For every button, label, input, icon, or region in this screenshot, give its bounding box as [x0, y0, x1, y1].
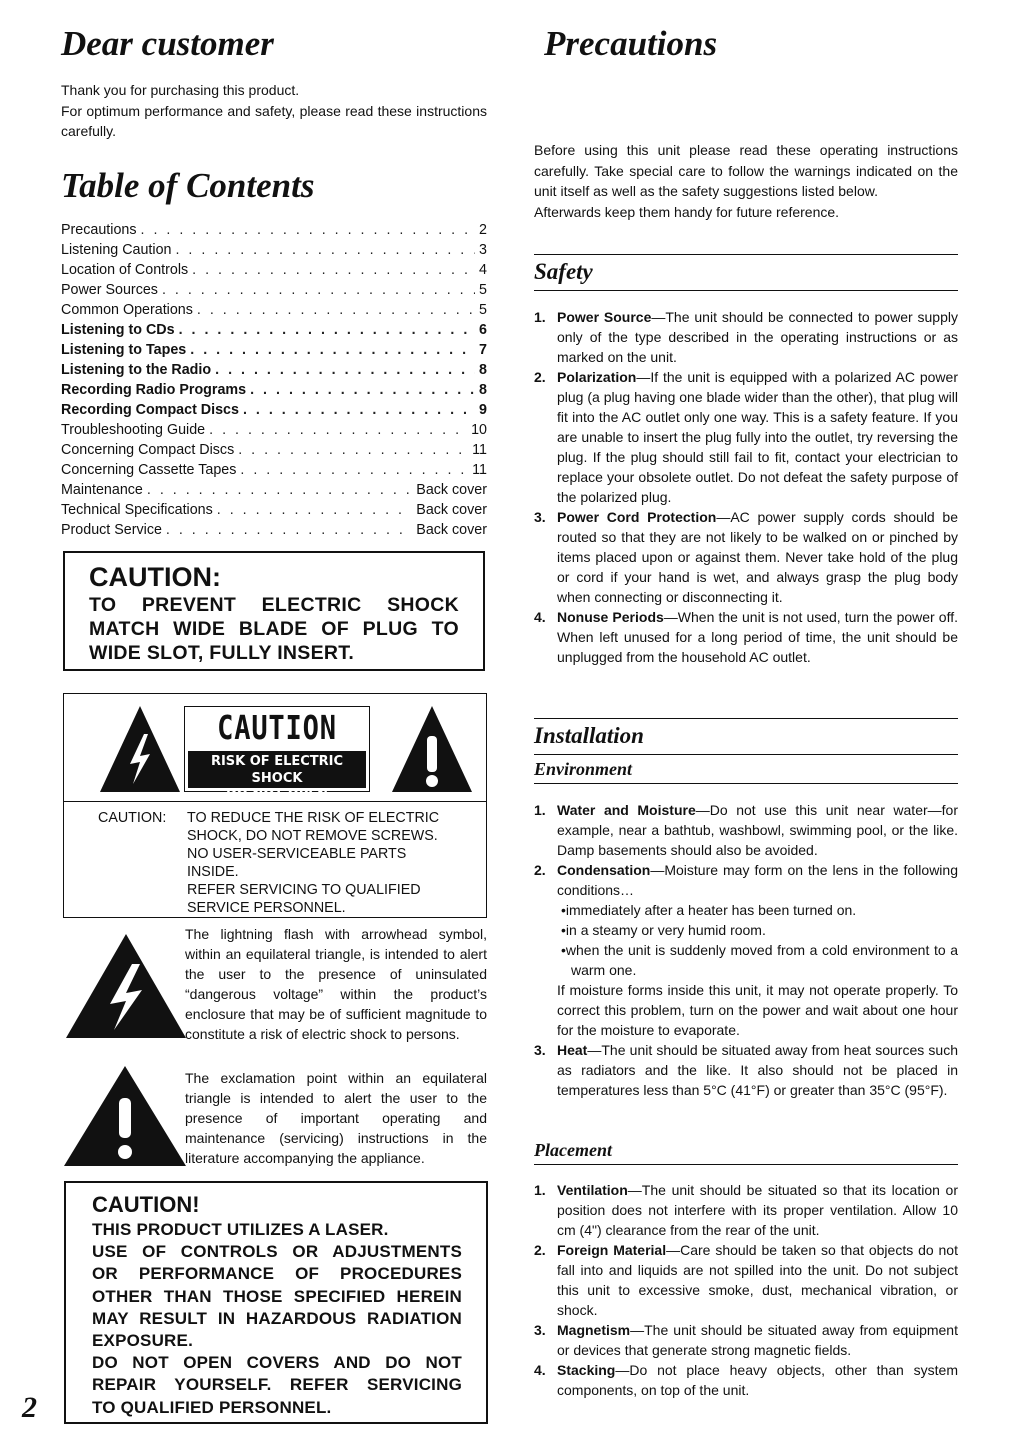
- installation-section: [534, 718, 958, 1100]
- toc-entry-page: 9: [479, 401, 487, 418]
- caution-label-band-text: [188, 751, 366, 803]
- toc-leader: [166, 520, 412, 540]
- table-of-contents: [61, 220, 487, 540]
- lightning-warning-icon: [100, 706, 180, 792]
- caution-laser-line: MAY RESULT IN HAZARDOUS RADIATION: [92, 1308, 462, 1328]
- dear-customer-title: Dear customer: [61, 24, 274, 63]
- toc-entry: [61, 480, 487, 500]
- list-item: 4. Stacking—Do not place heavy objects, other than system components, on top of the unit.: [534, 1362, 958, 1398]
- toc-entry-title: Concerning Cassette Tapes: [61, 461, 237, 478]
- caution-laser-line: REPAIR YOURSELF. REFER SERVICING: [92, 1375, 462, 1395]
- toc-leader: [217, 500, 412, 520]
- toc-leader: [209, 420, 467, 440]
- toc-leader: [243, 400, 475, 420]
- caution-laser-line: THIS PRODUCT UTILIZES A LASER.: [92, 1220, 389, 1239]
- toc-entry: [61, 300, 487, 320]
- toc-leader: [197, 300, 475, 320]
- caution-label-box: [63, 693, 487, 918]
- toc-leader: [192, 260, 475, 280]
- toc-entry: [61, 420, 487, 440]
- toc-leader: [141, 220, 476, 240]
- caution-label: [184, 706, 370, 803]
- read-instructions-line: For optimum performance and safety, please read these instructions carefully.: [61, 102, 487, 139]
- condition-bullet: •in a steamy or very humid room.: [561, 922, 766, 938]
- safety-list: [534, 307, 958, 667]
- toc-entry-page: Back cover: [416, 481, 487, 498]
- toc-entry-title: Recording Compact Discs: [61, 401, 239, 418]
- toc-leader: [240, 460, 468, 480]
- toc-entry: [61, 240, 487, 260]
- toc-entry: [61, 220, 487, 240]
- toc-entry-page: 7: [479, 341, 487, 358]
- toc-entry-title: Technical Specifications: [61, 501, 213, 518]
- list-item: 2. Foreign Material—Care should be taken so that objects do not fall into and liquids are not spilled into the unit. Do not subject this unit to excessive smoke, dust, mechanical vibration, or shock.: [534, 1242, 958, 1318]
- caution-laser-line: OR PERFORMANCE OF PROCEDURES: [92, 1264, 462, 1284]
- toc-entry: [61, 460, 487, 480]
- condition-bullet: •immediately after a heater has been turned on.: [561, 902, 857, 918]
- toc-entry: [61, 500, 487, 520]
- toc-entry: [61, 400, 487, 420]
- toc-entry: [61, 360, 487, 380]
- toc-entry-page: Back cover: [416, 521, 487, 538]
- toc-entry-page: 11: [472, 461, 487, 478]
- toc-entry-title: Location of Controls: [61, 261, 189, 278]
- toc-entry-page: 5: [479, 301, 487, 318]
- environment-list: [534, 800, 958, 1100]
- placement-title: Placement: [534, 1138, 958, 1165]
- toc-entry-title: Concerning Compact Discs: [61, 441, 235, 458]
- toc-entry-title: Power Sources: [61, 281, 158, 298]
- safety-title: Safety: [534, 254, 958, 291]
- condition-bullet: •when the unit is suddenly moved from a cold environment to a warm one.: [561, 942, 958, 978]
- caution-laser-line: USE OF CONTROLS OR ADJUSTMENTS: [92, 1242, 462, 1262]
- toc-entry-page: 2: [479, 221, 487, 238]
- caution-note-key: CAUTION:: [98, 810, 167, 826]
- toc-leader: [238, 440, 468, 460]
- toc-leader: [179, 320, 475, 340]
- caution-plug-line-2: MATCH WIDE BLADE OF PLUG TO: [89, 618, 459, 640]
- toc-entry-title: Listening to Tapes: [61, 341, 187, 358]
- left-column: [61, 22, 487, 540]
- placement-list: [534, 1180, 958, 1400]
- safety-section: [534, 254, 958, 667]
- caution-laser-line: EXPOSURE.: [92, 1331, 193, 1351]
- list-item: 2. Polarization—If the unit is equipped with a polarized AC power plug (a plug having one blade wider than the other), that plug will fit into the AC outlet only one way. This is a safety feature. If you are unable to insert the plug fully into the outlet, try reversing the plug. If the plug should still fail to fit, contact your electrician to replace your obsolete outlet. Do not defeat the safety purpose of the polarized plug.: [534, 369, 958, 505]
- list-item: 1. Power Source—The unit should be connected to power supply only of the type described in the operating instructions or as marked on the unit.: [534, 309, 958, 365]
- toc-entry-title: Troubleshooting Guide: [61, 421, 206, 438]
- toc-entry-page: 10: [471, 421, 487, 438]
- toc-leader: [175, 240, 475, 260]
- environment-title: Environment: [534, 754, 958, 784]
- toc-title: Table of Contents: [61, 165, 315, 205]
- caution-plug-line-3: WIDE SLOT, FULLY INSERT.: [89, 642, 355, 664]
- toc-entry-page: 8: [479, 361, 487, 378]
- caution-laser-line: TO QUALIFIED PERSONNEL.: [92, 1397, 332, 1417]
- toc-entry-title: Maintenance: [61, 481, 143, 498]
- page-number: 2: [22, 1391, 37, 1424]
- list-item: 1. Ventilation—The unit should be situated so that its location or position does not interfere with its proper ventilation. Allow 10 cm (4") clearance from the rear of the unit.: [534, 1182, 958, 1238]
- installation-title: Installation: [534, 718, 958, 754]
- do-not-open-text: DO NOT OPEN: [225, 788, 329, 803]
- list-item: 1. Water and Moisture—Do not use this unit near water—for example, near a bathtub, washbowl, swimming pool, or the like. Damp basements should also be avoided.: [534, 802, 958, 858]
- caution-plug-heading: CAUTION:: [89, 562, 221, 592]
- toc-entry-title: Recording Radio Programs: [61, 381, 247, 398]
- precautions-title: Precautions: [544, 24, 718, 63]
- toc-entry-title: Precautions: [61, 221, 137, 238]
- list-item: 4. Nonuse Periods—When the unit is not used, turn the power off. When left unused for a long period of time, the unit should be unplugged from the household AC outlet.: [534, 609, 958, 665]
- toc-leader: [162, 280, 475, 300]
- toc-entry: [61, 320, 487, 340]
- list-item: 2. Condensation—Moisture may form on the lens in the following conditions… •immediately after a heater has been turned on. •in a steamy or very humid room. •when the unit is suddenly moved from a cold environment to a warm one. If moisture forms inside this unit, it may not operate properly. To correct this problem, turn on the power and wait about one hour for the moisture to evaporate.: [534, 862, 958, 1038]
- toc-entry-page: 6: [479, 321, 487, 338]
- toc-entry: [61, 280, 487, 300]
- toc-entry-title: Listening Caution: [61, 241, 172, 258]
- caution-laser-line: OTHER THAN THOSE SPECIFIED HEREIN: [92, 1286, 462, 1306]
- right-column: [534, 22, 958, 222]
- caution-plug-line-1: TO PREVENT ELECTRIC SHOCK: [89, 594, 459, 616]
- toc-entry-page: 8: [479, 381, 487, 398]
- caution-label-title: CAUTION: [217, 708, 337, 747]
- toc-entry: [61, 340, 487, 360]
- list-item: 3. Heat—The unit should be situated away from heat sources such as radiators and the like. It also should not be placed in temperatures less than 5°C (41°F) or greater than 35°C (95°F).: [534, 1042, 958, 1098]
- risk-of-shock-text: RISK OF ELECTRIC SHOCK: [210, 754, 344, 786]
- exclamation-explanation: The exclamation point within an equilateral triangle is intended to alert the user to the presence of important operating and maintenance (servicing) instructions in the literature accompanying the appliance.: [185, 1070, 487, 1166]
- toc-leader: [190, 340, 475, 360]
- toc-leader: [250, 380, 475, 400]
- toc-entry-page: 11: [472, 441, 487, 458]
- precautions-intro-2: Afterwards keep them handy for future reference.: [534, 203, 840, 220]
- list-item: 3. Power Cord Protection—AC power supply cords should be routed so that they are not likely to be walked on or pinched by items placed upon or against them. Never take hold of the plug or cord if your hand is wet, and always grasp the plug body when connecting or disconnecting it.: [534, 509, 958, 605]
- caution-label-band: [64, 694, 486, 802]
- toc-entry-title: Product Service: [61, 521, 162, 538]
- toc-leader: [215, 360, 475, 380]
- caution-note: [64, 802, 486, 917]
- placement-section: [534, 1138, 958, 1400]
- precautions-intro: Before using this unit please read these operating instructions carefully. Take special care to follow the warnings indicated on the unit itself as well as the safety suggestions listed below.: [534, 142, 958, 199]
- exclamation-symbol-icon: [64, 1066, 186, 1166]
- toc-entry-page: Back cover: [416, 501, 487, 518]
- list-item: 3. Magnetism—The unit should be situated away from equipment or devices that generate strong magnetic fields.: [534, 1322, 958, 1358]
- toc-entry-title: Common Operations: [61, 301, 193, 318]
- toc-entry-page: 4: [479, 261, 487, 278]
- toc-entry: [61, 380, 487, 400]
- caution-laser-heading: CAUTION!: [92, 1192, 200, 1217]
- toc-entry: [61, 520, 487, 540]
- toc-entry-page: 3: [479, 241, 487, 258]
- caution-laser-box: [64, 1181, 488, 1424]
- toc-entry-page: 5: [479, 281, 487, 298]
- exclamation-warning-icon: [392, 706, 472, 792]
- caution-note-text: TO REDUCE THE RISK OF ELECTRIC SHOCK, DO NOT REMOVE SCREWS. NO USER-SERVICEABLE PARTS INSIDE. REFER SERVICING TO QUALIFIED SERVICE PERSONNEL.: [187, 810, 440, 916]
- toc-entry: [61, 260, 487, 280]
- toc-entry-title: Listening to the Radio: [61, 361, 212, 378]
- toc-entry-title: Listening to CDs: [61, 321, 175, 338]
- toc-leader: [147, 480, 412, 500]
- lightning-explanation: The lightning flash with arrowhead symbol, within an equilateral triangle, is intended to alert the user to the presence of uninsulated “dangerous voltage” within the product’s enclosure that may be of sufficient magnitude to constitute a risk of electric shock to persons.: [185, 926, 487, 1042]
- thanks-line: Thank you for purchasing this product.: [61, 82, 300, 98]
- toc-entry: [61, 440, 487, 460]
- condensation-remedy: If moisture forms inside this unit, it may not operate properly. To correct this problem, turn on the power and wait about one hour for the moisture to evaporate.: [557, 982, 958, 1038]
- caution-laser-line: DO NOT OPEN COVERS AND DO NOT: [92, 1353, 462, 1373]
- caution-plug-box: [63, 551, 485, 671]
- lightning-symbol-icon: [66, 934, 186, 1038]
